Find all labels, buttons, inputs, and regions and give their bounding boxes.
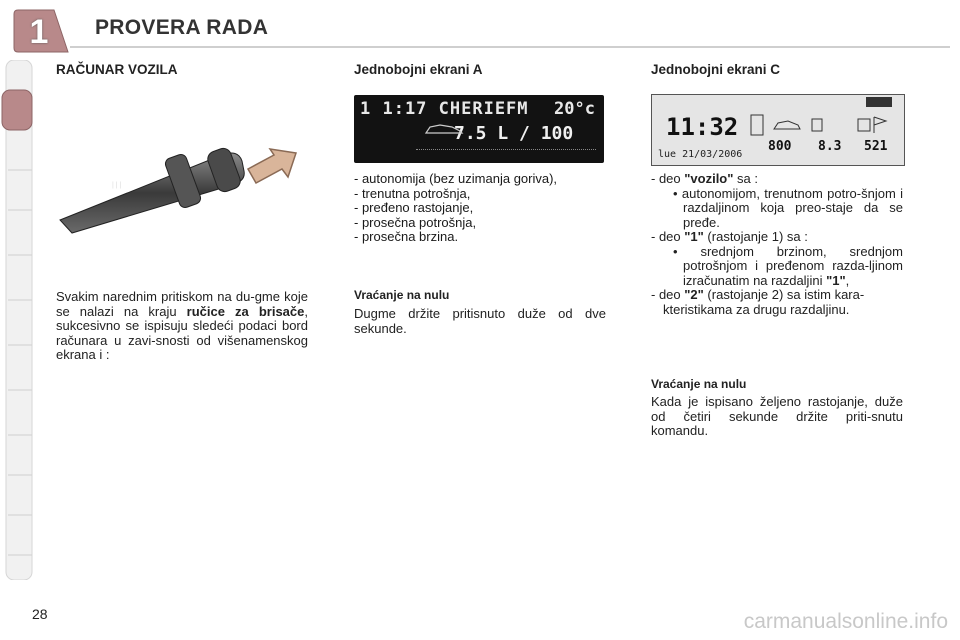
watermark: carmanualsonline.info <box>743 610 948 633</box>
list-item: • srednjom brzinom, srednjom potrošnjom i pređenom razda-ljinom izračunatim na razdaljini "1", <box>673 243 903 288</box>
list-item: - deo "vozilo" sa : <box>651 171 758 186</box>
section-heading-trip-computer: RAČUNAR VOZILA <box>56 62 178 77</box>
car-icon <box>424 121 464 137</box>
list-item: - prosečna potrošnja, <box>354 214 477 230</box>
display-c-value1: 800 <box>768 139 792 154</box>
section-heading-display-c: Jednobojni ekrani C <box>651 62 781 77</box>
list-item: - pređeno rastojanje, <box>354 200 474 215</box>
signal-icon <box>866 97 892 107</box>
display-c-icons-row <box>750 113 900 137</box>
list-item: • autonomijom, trenutnom potro-šnjom i razdaljinom koja preo-staje da se pređe. <box>673 185 903 230</box>
header-divider <box>70 46 950 48</box>
page-number: 28 <box>32 606 48 622</box>
display-c-date: lue 21/03/2006 <box>658 149 743 160</box>
display-a-labels-row <box>416 149 596 156</box>
display-c-value3: 521 <box>864 139 888 154</box>
list-item: - deo "1" (rastojanje 1) sa : <box>651 229 808 244</box>
section-heading-display-a: Jednobojni ekrani A <box>354 62 483 77</box>
display-a-line1: 1 1:17 CHERIEFM <box>360 99 529 119</box>
list-item: - autonomija (bez uzimanja goriva), <box>354 171 558 186</box>
list-item: - trenutna potrošnja, <box>354 185 471 201</box>
reset-text-c: Kada je ispisano željeno rastojanje, duže od četiri sekunde držite priti-snutu komandu. <box>651 394 903 438</box>
page-title: PROVERA RADA <box>95 16 269 39</box>
display-c-value2: 8.3 <box>818 139 842 154</box>
trip-computer-description: Svakim narednim pritiskom na du-gme koje se nalazi na kraju ručice za brisače, sukcesivno se ispisuju sledeći podaci bord računara u zavi-snosti od višenamenskog ekrana i : <box>56 289 309 362</box>
reset-heading-c: Vraćanje na nulu <box>651 377 747 391</box>
chapter-tabs-strip <box>0 60 34 580</box>
svg-text:| | |: | | | <box>112 182 122 189</box>
wiper-stalk-illustration <box>52 125 302 235</box>
reset-heading-a: Vraćanje na nulu <box>354 288 450 302</box>
display-a-temperature: 20°c <box>554 99 595 119</box>
display-a-screen <box>354 95 604 163</box>
display-a-consumption: 7.5 L / 100 <box>454 123 574 144</box>
chapter-number: 1 <box>29 13 49 51</box>
display-c-list <box>651 172 903 317</box>
reset-text-a: Dugme držite pritisnuto duže od dve sekunde. <box>354 306 606 336</box>
display-c-screen <box>651 94 905 166</box>
list-item: - prosečna brzina. <box>354 229 459 244</box>
list-item: - deo "2" (rastojanje 2) sa istim kara-kteristikama za drugu razdaljinu. <box>651 287 865 317</box>
display-c-time: 11:32 <box>666 113 739 141</box>
display-a-list <box>354 172 610 245</box>
